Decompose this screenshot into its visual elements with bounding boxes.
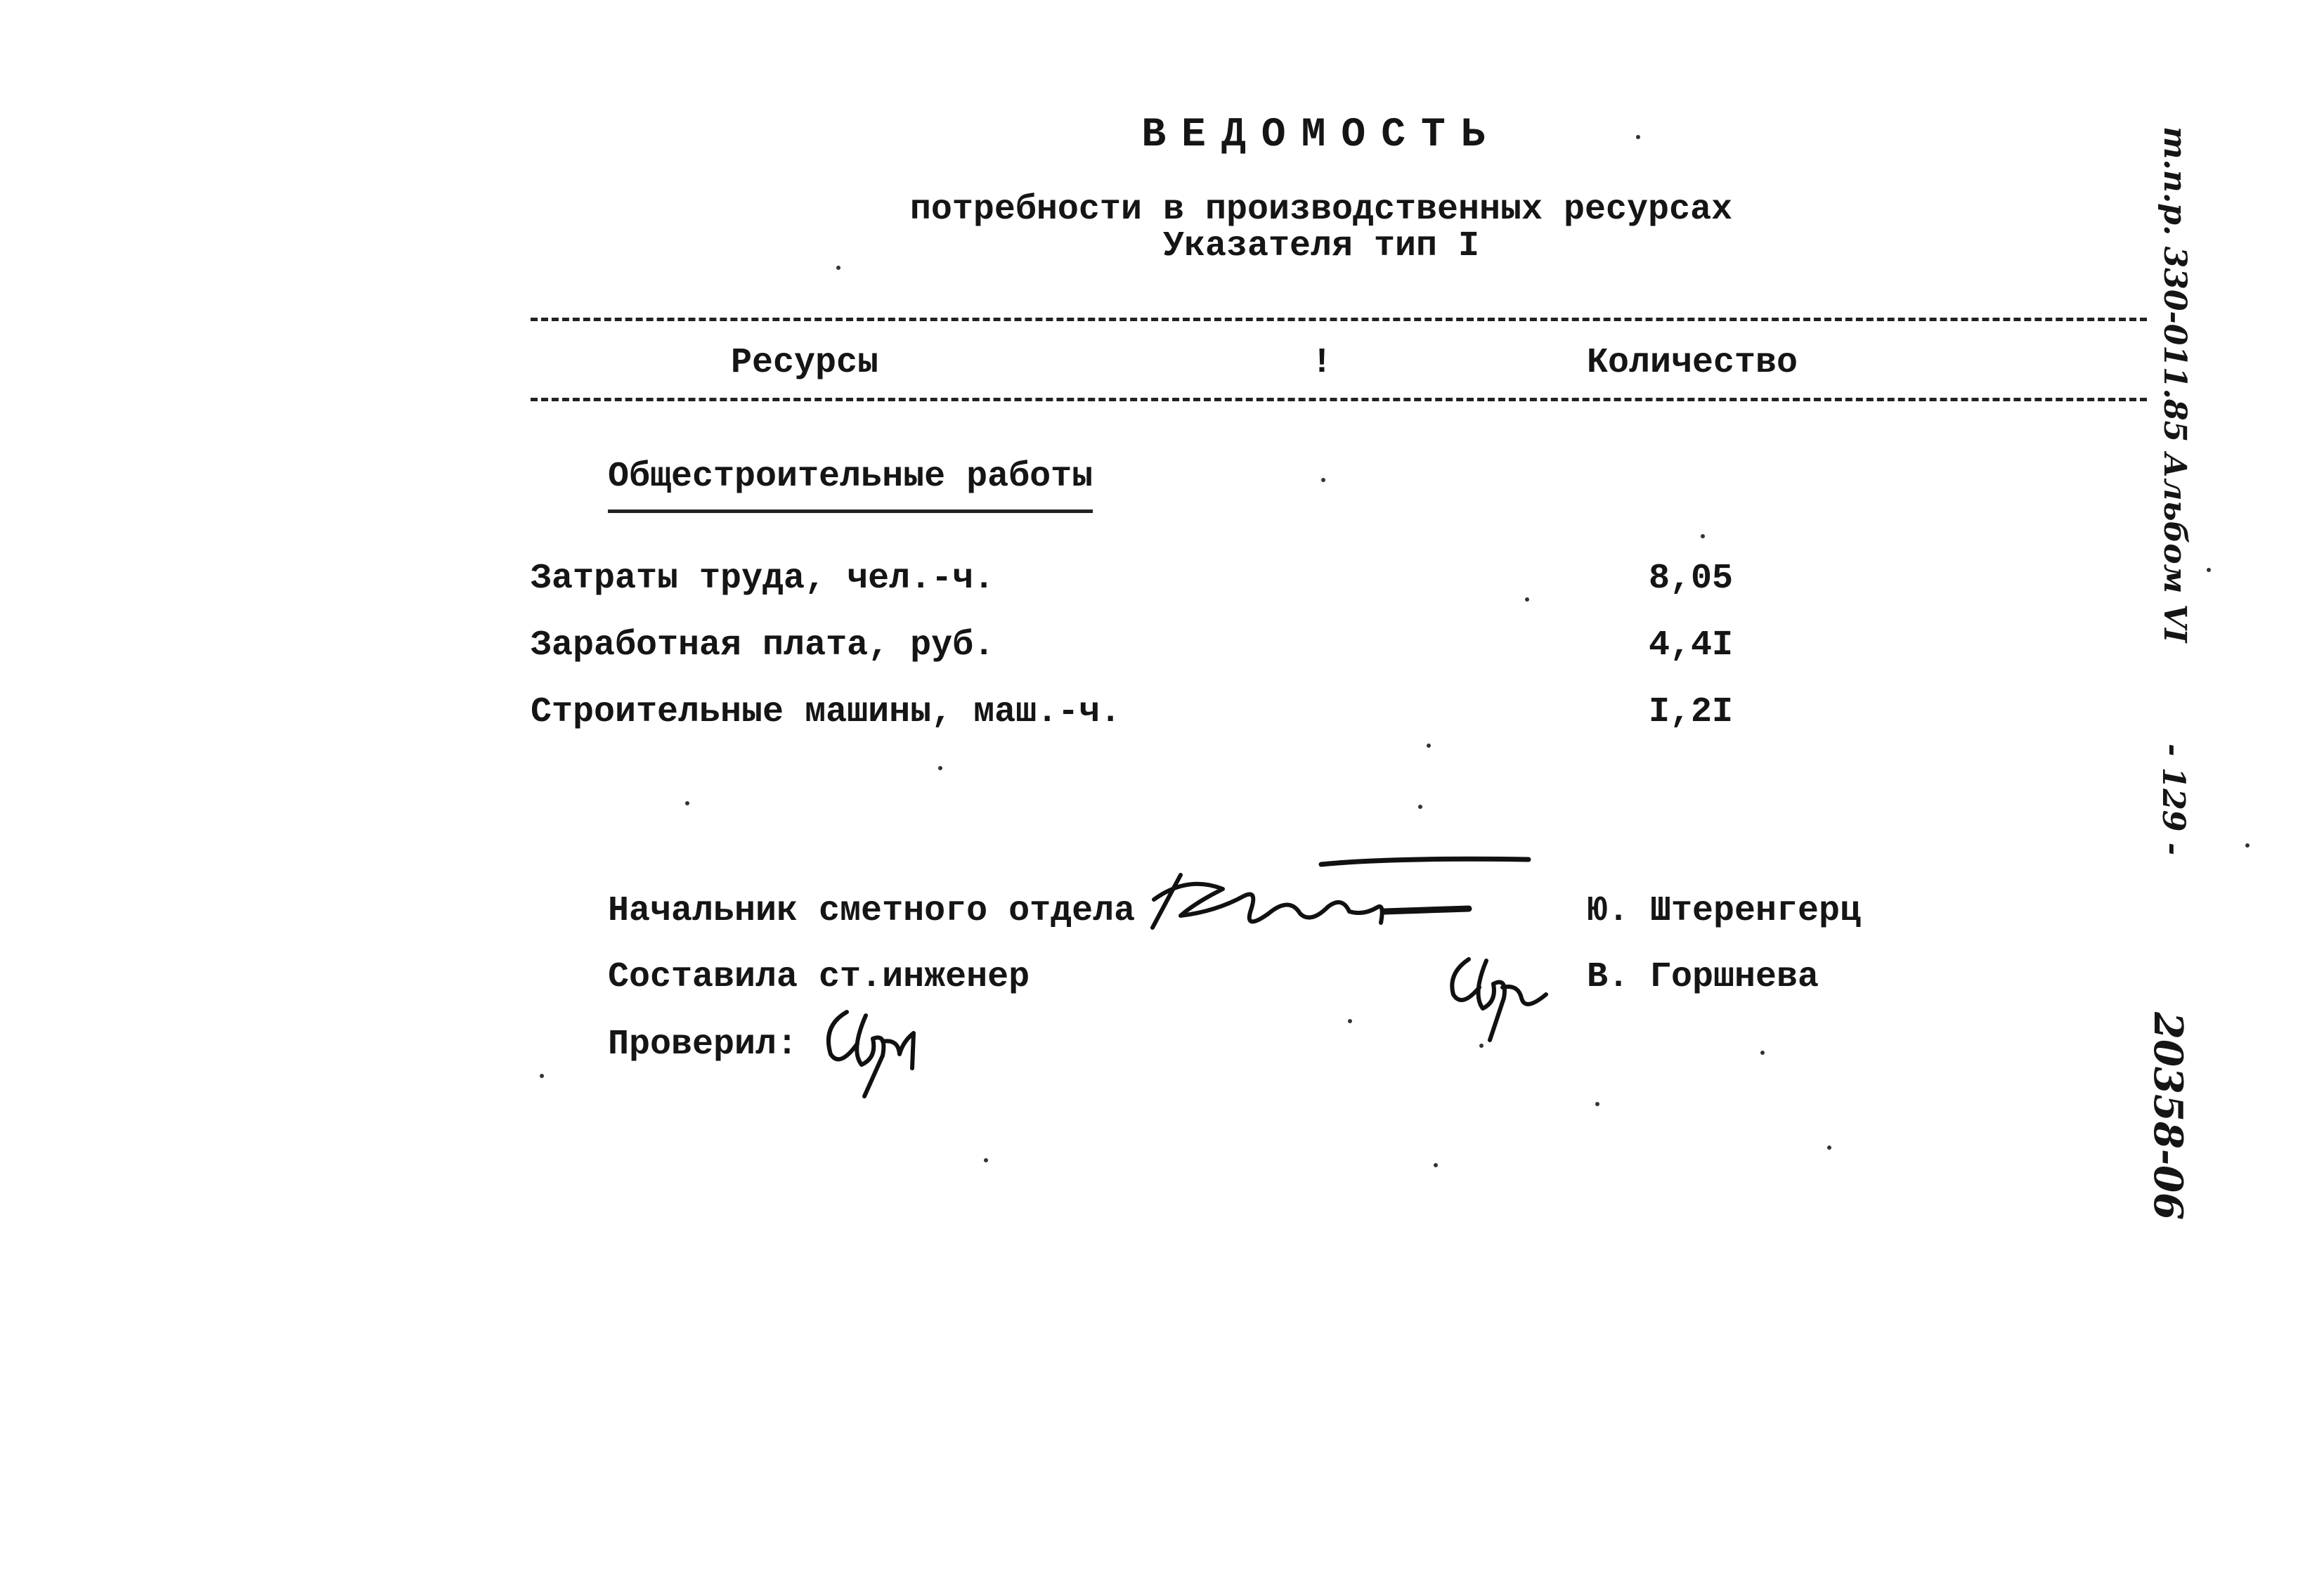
row-label-machines: Строительные машины, маш.-ч. <box>531 692 1122 732</box>
signature-role-compiler: Составила ст.инженер <box>608 957 1030 997</box>
column-header-quantity: Количество <box>1587 343 1798 383</box>
document-subtitle-line2: Указателя тип I <box>1162 226 1480 266</box>
scan-speck <box>1760 1051 1765 1055</box>
scan-speck <box>1479 1044 1484 1048</box>
row-label-wages: Заработная плата, руб. <box>531 625 995 666</box>
handwritten-signature-compiler <box>1441 945 1560 1044</box>
scan-speck <box>1348 1019 1352 1023</box>
margin-page-number: - 129 - <box>2155 744 2191 856</box>
signature-role-checker: Проверил: <box>608 1025 798 1065</box>
scan-speck <box>1827 1146 1831 1150</box>
column-header-resources: Ресурсы <box>731 343 879 383</box>
scan-speck <box>685 801 689 805</box>
signature-name-head: Ю. Штеренгерц <box>1587 891 1862 931</box>
margin-document-code: 20358-06 <box>2145 1012 2191 1220</box>
document-title: ВЕДОМОСТЬ <box>1141 112 1501 158</box>
scan-speck <box>1525 597 1529 602</box>
row-value-machines: I,2I <box>1649 692 1734 732</box>
scan-speck <box>836 266 840 270</box>
row-value-labor: 8,05 <box>1649 559 1734 599</box>
table-top-rule <box>531 318 2147 321</box>
scan-speck <box>2245 843 2250 848</box>
handwritten-signature-head <box>1138 847 1532 938</box>
signature-name-compiler: В. Горшнева <box>1587 957 1819 997</box>
document-subtitle-line1: потребности в производственных ресурсах <box>909 190 1733 230</box>
scan-speck <box>1701 534 1705 538</box>
margin-note: т.п.р. 330-011.85 Альбом VI <box>2157 126 2193 643</box>
scan-speck <box>1321 478 1325 482</box>
row-label-labor: Затраты труда, чел.-ч. <box>531 559 995 599</box>
scan-speck <box>1427 744 1431 748</box>
signature-role-head: Начальник сметного отдела <box>608 891 1136 931</box>
scan-speck <box>938 766 942 770</box>
scan-speck <box>540 1074 544 1078</box>
handwritten-signature-checker <box>815 998 928 1103</box>
scan-speck <box>984 1158 988 1162</box>
section-title: Общестроительные работы <box>608 457 1093 513</box>
scan-speck <box>1595 1102 1599 1106</box>
scan-speck <box>2207 568 2211 572</box>
scan-speck <box>1418 805 1422 809</box>
scan-speck <box>1434 1163 1438 1167</box>
scan-speck <box>1636 135 1640 139</box>
column-separator: ! <box>1311 343 1333 383</box>
table-header-rule <box>531 398 2147 401</box>
row-value-wages: 4,4I <box>1649 625 1734 666</box>
